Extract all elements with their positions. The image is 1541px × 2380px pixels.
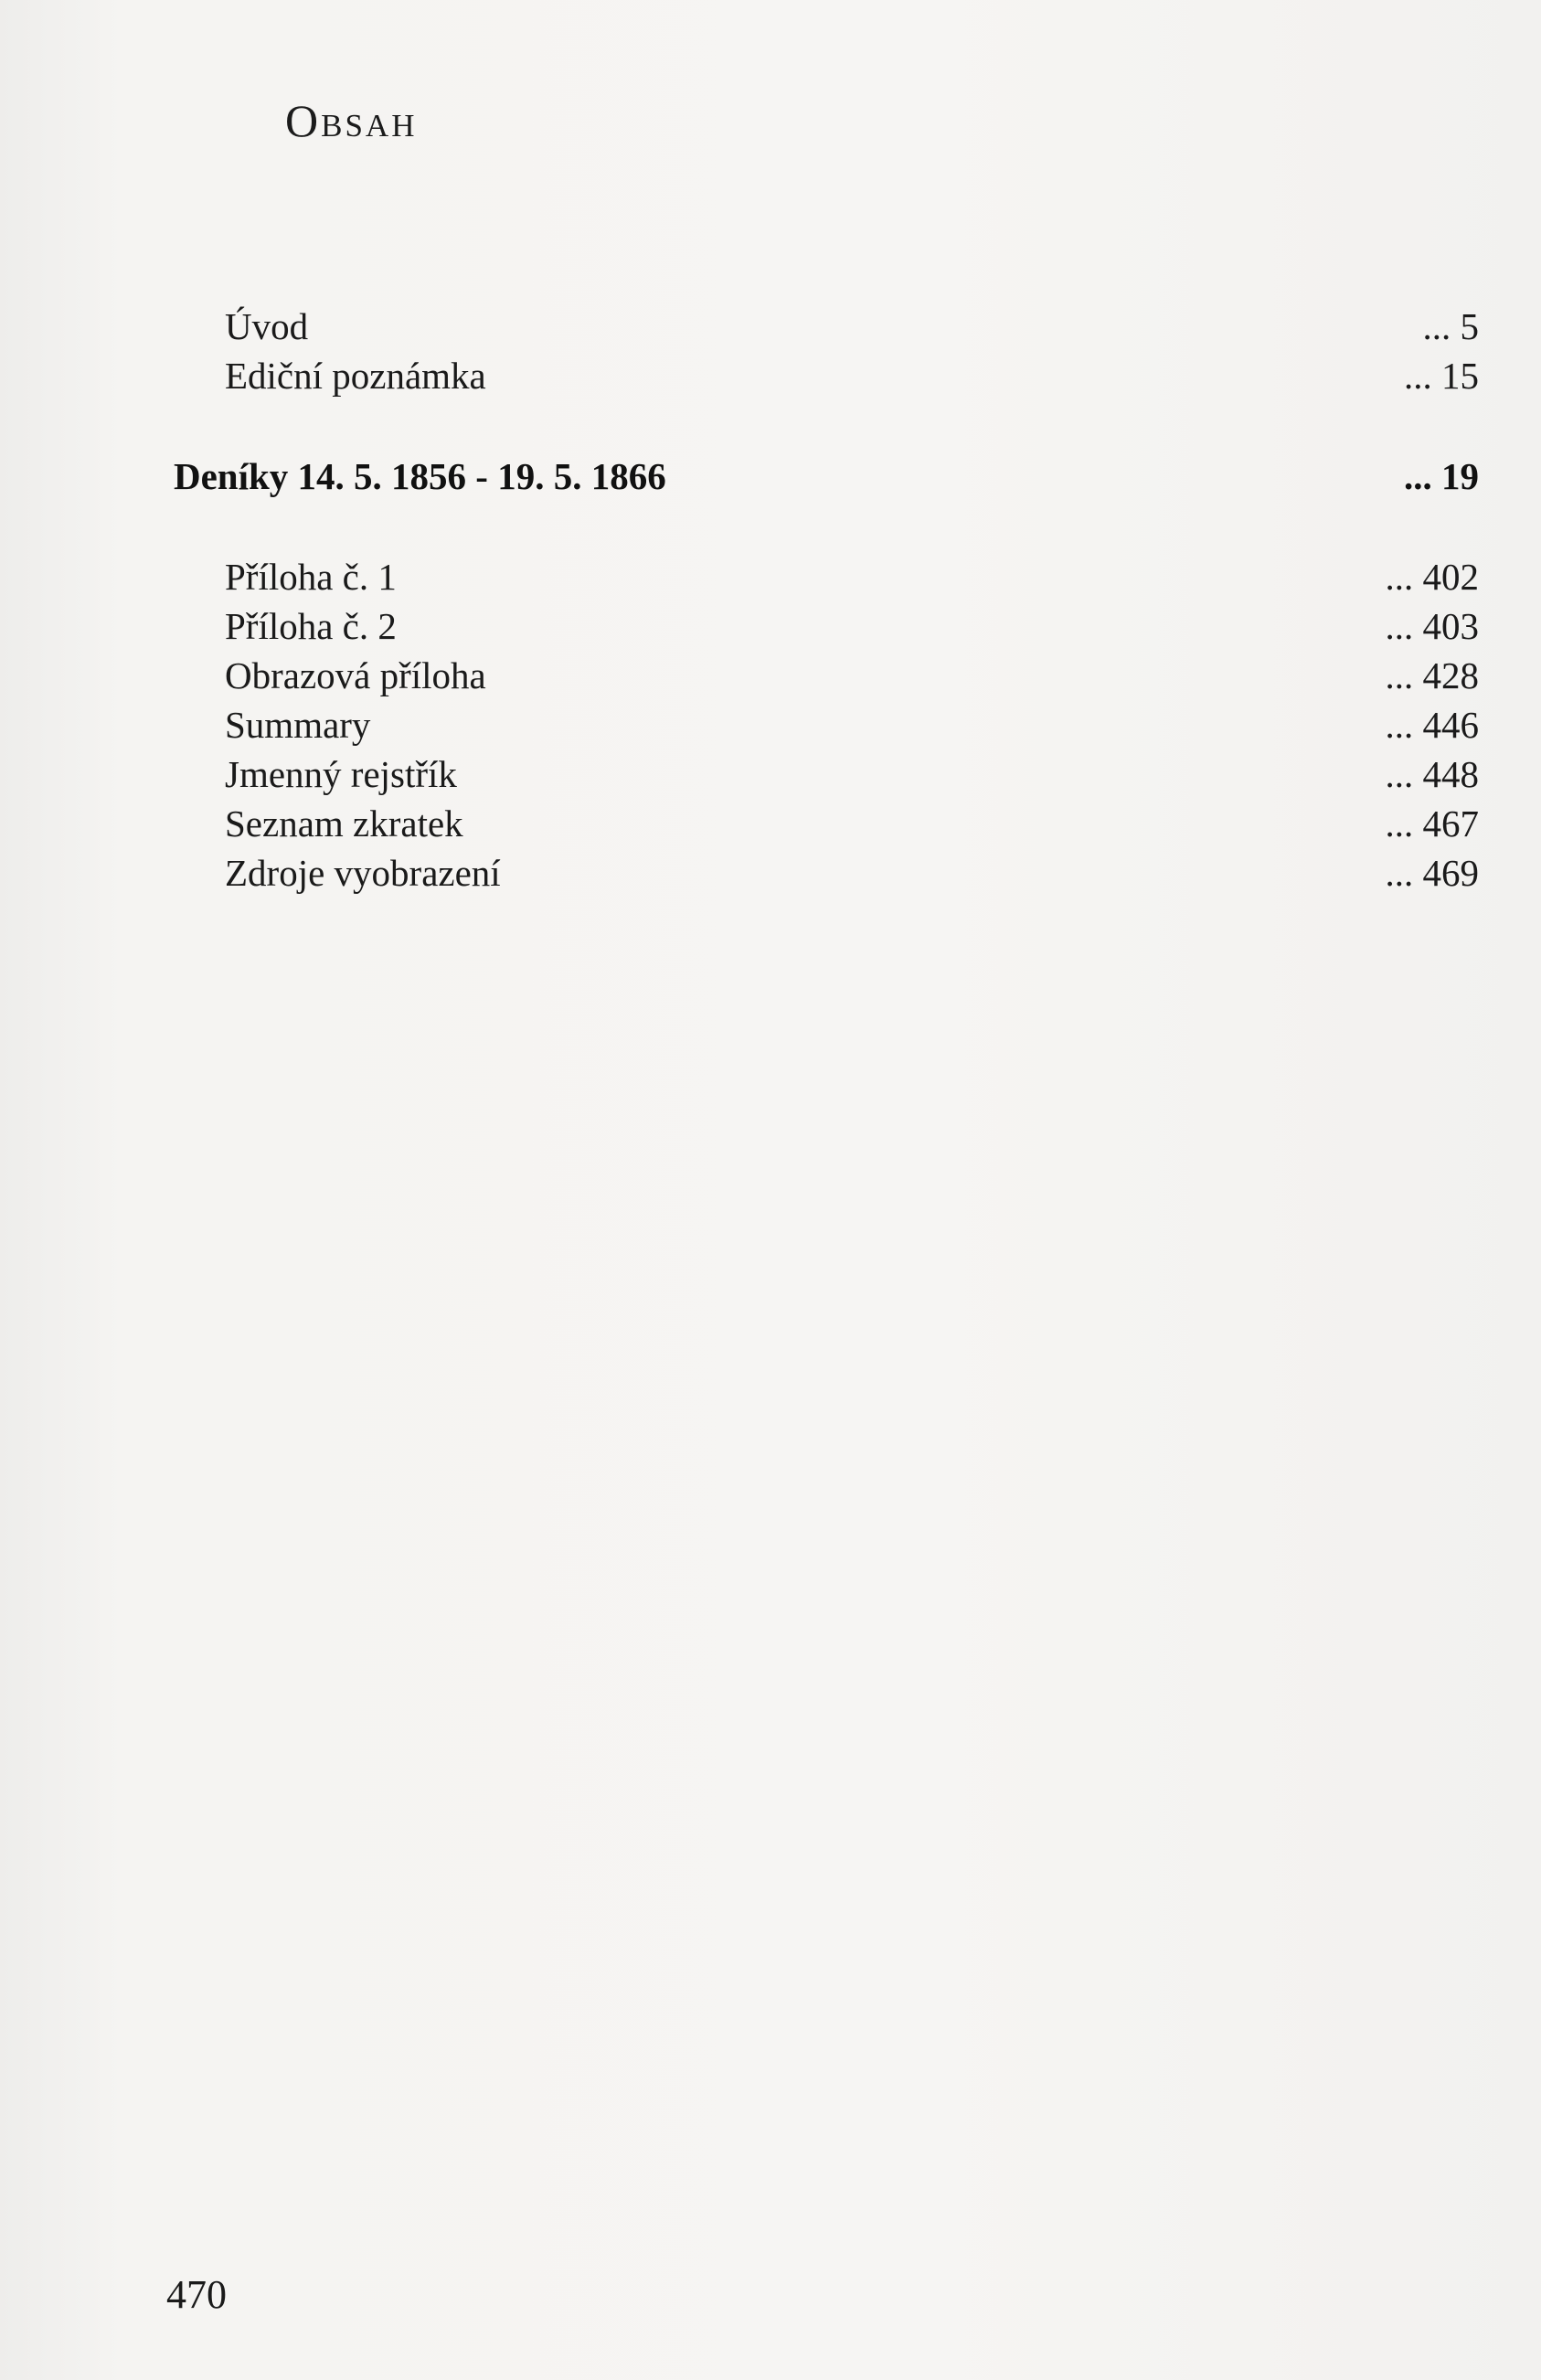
toc-entry-label: Ediční poznámka [225,355,486,397]
toc-entry-label: Obrazová příloha [225,654,486,696]
toc-entry-label: Deníky 14. 5. 1856 - 19. 5. 1866 [174,455,666,497]
toc-entry-label: Summary [225,704,371,746]
toc-entry-obrazova-priloha [225,651,1479,700]
toc-entry-label: Seznam zkratek [225,802,463,845]
toc-entry-page: ... 15 [1404,355,1479,397]
toc-entry-page: ... 19 [1404,455,1479,497]
toc-entry-page: ... 403 [1385,605,1479,647]
toc-entry-uvod [225,302,1479,351]
toc-entry-priloha-1 [225,552,1479,601]
toc-entry-label: Jmenný rejstřík [225,753,457,795]
page-number: 470 [166,2272,227,2317]
toc-entry-deniky [174,452,1479,501]
toc-entry-label: Příloha č. 1 [225,556,397,598]
page-title: Obsah [285,95,418,146]
toc-entry-label: Zdroje vyobrazení [225,852,501,894]
toc-entry-page: ... 5 [1422,305,1479,347]
toc-entry-page: ... 446 [1385,704,1479,746]
toc-entry-edicni-poznamka [225,351,1479,400]
toc-entry-priloha-2 [225,601,1479,651]
toc-entry-page: ... 469 [1385,852,1479,894]
toc-entry-page: ... 467 [1385,802,1479,845]
toc-entry-label: Příloha č. 2 [225,605,397,647]
toc-entry-seznam-zkratek [225,799,1479,848]
toc-entry-zdroje-vyobrazeni [225,848,1479,898]
toc-entry-page: ... 448 [1385,753,1479,795]
toc-entry-label: Úvod [225,305,309,347]
toc-entry-page: ... 402 [1385,556,1479,598]
toc-entry-summary [225,700,1479,749]
toc-entry-page: ... 428 [1385,654,1479,696]
toc-entry-jmenny-rejstrik [225,749,1479,799]
